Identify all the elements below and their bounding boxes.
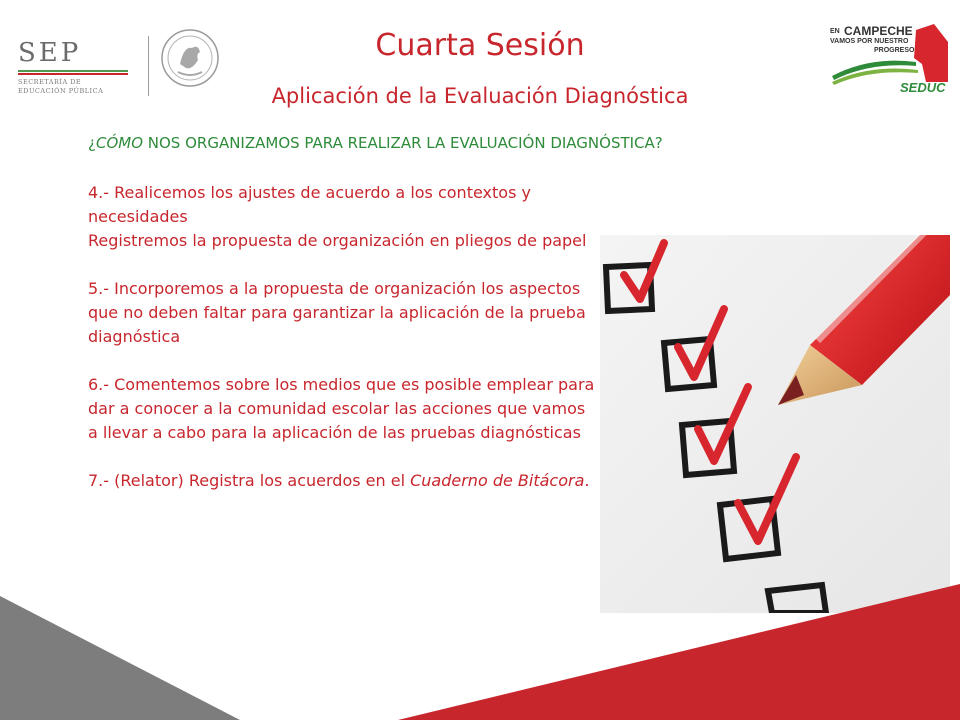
item-4-line2: Registremos la propuesta de organización en pliegos de papel bbox=[88, 231, 587, 250]
section-question bbox=[88, 134, 888, 152]
sep-logo-red-rule bbox=[18, 73, 128, 75]
checklist-with-red-pencil-icon bbox=[600, 235, 950, 613]
red-corner-shape bbox=[398, 584, 960, 720]
campeche-line3: VAMOS POR NUESTRO bbox=[830, 38, 909, 45]
item-7-suffix: . bbox=[584, 471, 590, 490]
bottom-decoration bbox=[0, 560, 960, 720]
campeche-line2: CAMPECHE bbox=[844, 24, 913, 38]
sep-logo-line1: SECRETARÍA DE bbox=[18, 78, 82, 86]
item-5: 5.- Incorporemos a la propuesta de organización los aspectos que no deben faltar para garantizar la aplicación de la prueba diagnóstica bbox=[88, 279, 586, 346]
item-6: 6.- Comentemos sobre los medios que es posible emplear para dar a conocer a la comunidad escolar las acciones que vamos a llevar a cabo para la aplicación de las pruebas diagnósticas bbox=[88, 375, 595, 442]
instructions-text bbox=[88, 181, 598, 493]
item-7 bbox=[88, 469, 598, 493]
campeche-line1: EN bbox=[830, 28, 840, 35]
sep-logo-line2: EDUCACIÓN PÚBLICA bbox=[18, 87, 104, 95]
campeche-line4: PROGRESO bbox=[874, 47, 915, 54]
question-rest: NOS ORGANIZAMOS PARA REALIZAR LA EVALUACIÓN DIAGNÓSTICA? bbox=[143, 134, 663, 152]
question-prefix: ¿ bbox=[88, 134, 96, 152]
item-7-italic: Cuaderno de Bitácora bbox=[410, 471, 585, 490]
seduc-label: SEDUC bbox=[900, 80, 946, 95]
sep-logo-green-rule bbox=[18, 70, 128, 72]
item-7-prefix: 7.- (Relator) Registra los acuerdos en el bbox=[88, 471, 411, 490]
gray-corner-shape bbox=[0, 596, 240, 720]
page-title: Cuarta Sesión bbox=[375, 28, 585, 63]
question-italic: CÓMO bbox=[95, 134, 143, 152]
item-4-line1: 4.- Realicemos los ajustes de acuerdo a los contextos y necesidades bbox=[88, 183, 531, 226]
page-subtitle: Aplicación de la Evaluación Diagnóstica bbox=[271, 84, 689, 108]
sep-logo-name: SEP bbox=[18, 38, 82, 68]
